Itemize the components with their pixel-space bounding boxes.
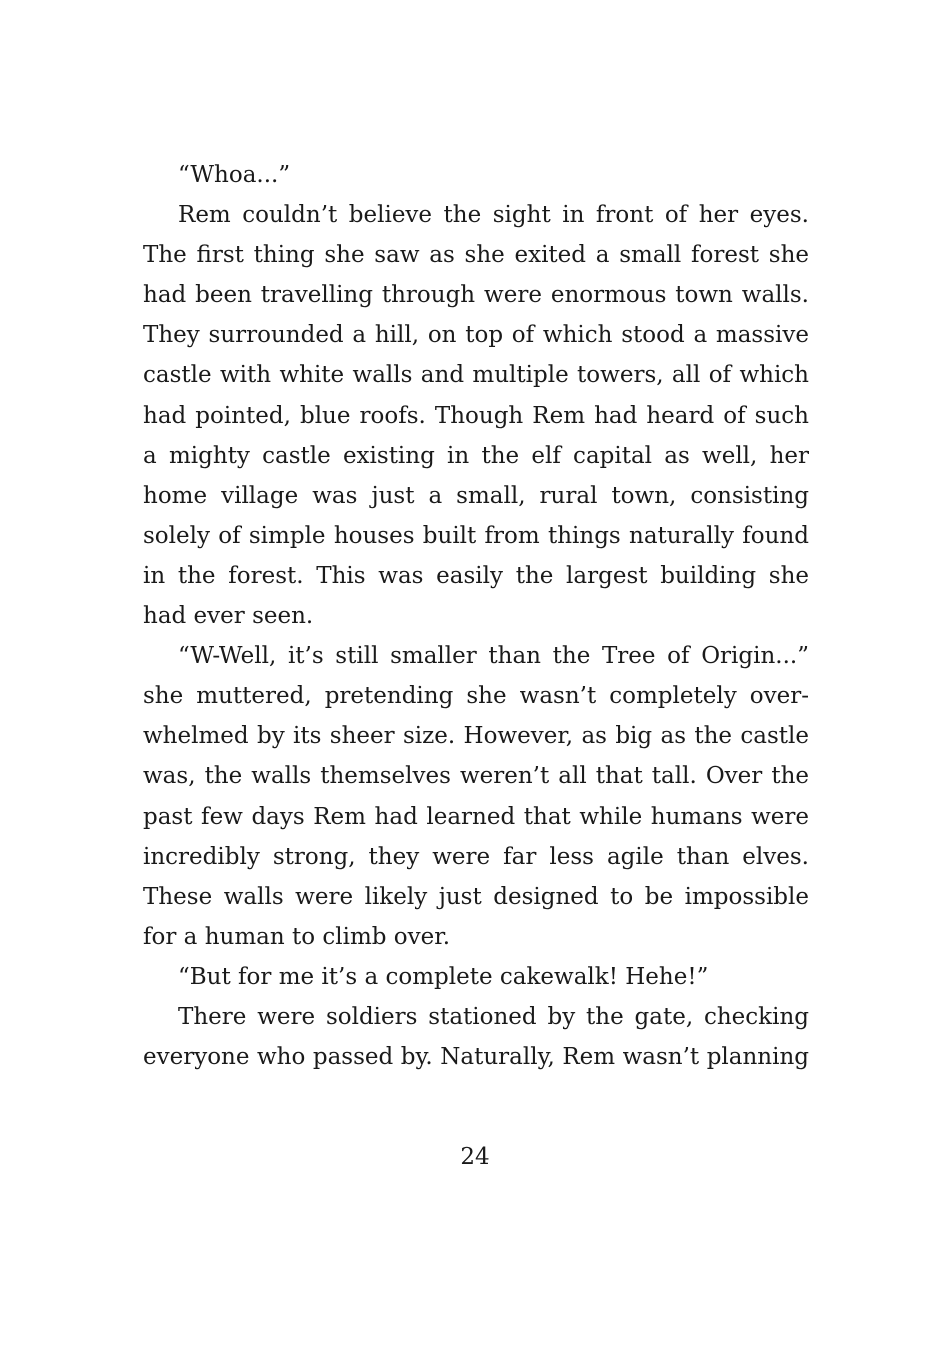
paragraph-whoa: “Whoa...” [178,162,291,188]
paragraph-cakewalk: “But for me it’s a complete cakewalk! Hehe!” [178,963,709,990]
body-text [143,155,809,1077]
page-number: 24 [460,1144,490,1170]
paragraph-castle-description: Rem couldn’t believe the sight in front of her eyes. The first thing she saw as she exited a small forest she had been travelling through were enormous town walls. They surrounded a hill, on top of which stood a massive castle with white walls and multiple towers, all of which had pointed, blue roofs. Though Rem had heard of such a mighty castle existing in the elf capital as well, her home village was just a small, rural town, consisting solely of simple houses built from things naturally found in the forest. This was easily the largest building she had ever seen. [143,202,809,630]
paragraph-tree-of-origin: “W-Well, it’s still smaller than the Tree of Origin...” she muttered, pretending she wasn’t completely overwhelmed by its sheer size. However, as big as the castle was, the walls themselves weren’t all that tall. Over the past few days Rem had learned that while humans were incredibly strong, they were far less agile than elves. These walls were likely just designed to be impossible for a human to climb over. [143,643,809,950]
paragraph-soldiers: There were soldiers stationed by the gate, checking everyone who passed by. Naturally, Rem wasn’t planning [143,1003,809,1071]
